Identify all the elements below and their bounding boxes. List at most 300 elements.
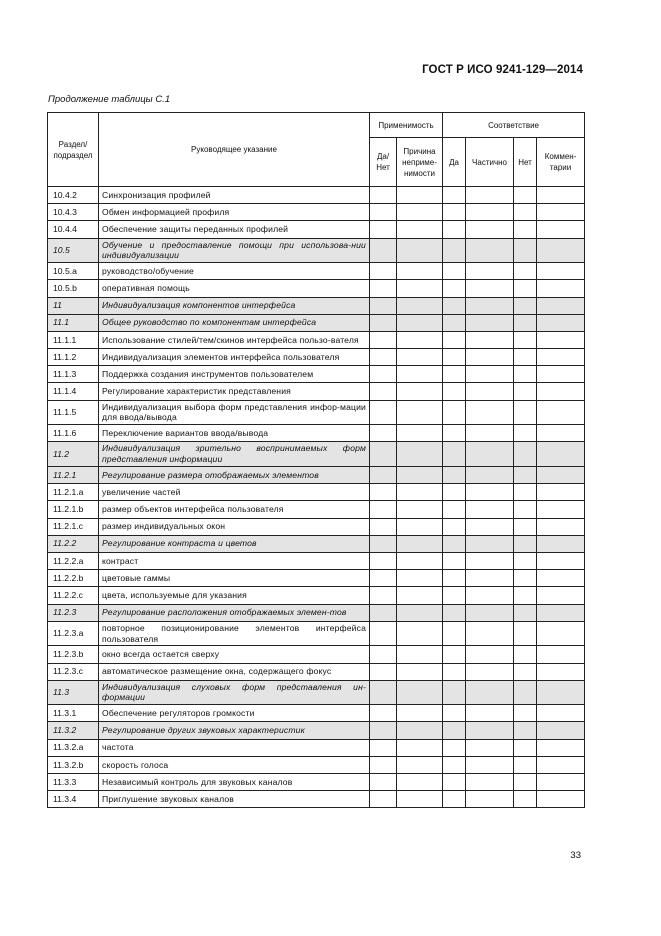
table-row [48, 187, 585, 204]
row-guidance: Обеспечение регуляторов громкости [99, 705, 370, 722]
cell-reason[interactable] [397, 297, 443, 314]
cell-comments[interactable] [537, 680, 585, 705]
cell-no[interactable] [514, 535, 537, 552]
cell-reason[interactable] [397, 604, 443, 621]
cell-comments[interactable] [537, 604, 585, 621]
cell-yes[interactable] [443, 570, 466, 587]
row-code: 11.2.3 [48, 604, 99, 621]
cell-yes-no[interactable] [370, 349, 397, 366]
cell-comments[interactable] [537, 705, 585, 722]
cell-yes-no[interactable] [370, 518, 397, 535]
header-applicability: Применимость [370, 113, 443, 138]
row-code: 11.3.3 [48, 774, 99, 791]
cell-reason[interactable] [397, 349, 443, 366]
cell-reason[interactable] [397, 442, 443, 467]
row-code: 11.3.1 [48, 705, 99, 722]
cell-comments[interactable] [537, 314, 585, 331]
header-guidance: Руководящее указание [99, 113, 370, 187]
cell-yes-no[interactable] [370, 680, 397, 705]
cell-reason[interactable] [397, 400, 443, 425]
header-reason: Причина неприме-нимости [397, 138, 443, 187]
row-code: 10.5.b [48, 280, 99, 297]
row-code: 10.4.3 [48, 204, 99, 221]
header-conformance: Соответствие [443, 113, 585, 138]
cell-no[interactable] [514, 425, 537, 442]
cell-no[interactable] [514, 518, 537, 535]
cell-partial[interactable] [466, 425, 514, 442]
cell-yes-no[interactable] [370, 646, 397, 663]
row-code: 10.5 [48, 238, 99, 263]
cell-no[interactable] [514, 187, 537, 204]
cell-yes[interactable] [443, 400, 466, 425]
cell-reason[interactable] [397, 774, 443, 791]
cell-no[interactable] [514, 791, 537, 808]
cell-yes-no[interactable] [370, 280, 397, 297]
table-row [48, 756, 585, 773]
cell-yes-no[interactable] [370, 366, 397, 383]
row-code: 11.1.3 [48, 366, 99, 383]
row-guidance: автоматическое размещение окна, содержащего фокус [99, 663, 370, 680]
cell-yes[interactable] [443, 204, 466, 221]
cell-partial[interactable] [466, 238, 514, 263]
row-code: 11.1.5 [48, 400, 99, 425]
section-row [48, 680, 585, 705]
cell-yes[interactable] [443, 705, 466, 722]
cell-yes-no[interactable] [370, 383, 397, 400]
cell-partial[interactable] [466, 791, 514, 808]
cell-yes[interactable] [443, 366, 466, 383]
cell-yes-no[interactable] [370, 484, 397, 501]
row-guidance: контраст [99, 552, 370, 569]
row-guidance: окно всегда остается сверху [99, 646, 370, 663]
row-guidance: Поддержка создания инструментов пользователем [99, 366, 370, 383]
cell-yes-no[interactable] [370, 535, 397, 552]
table-row [48, 774, 585, 791]
row-guidance: Регулирование других звуковых характеристик [99, 722, 370, 739]
cell-partial[interactable] [466, 400, 514, 425]
cell-partial[interactable] [466, 280, 514, 297]
row-guidance: Обучение и предоставление помощи при использова-нии индивидуализации [99, 238, 370, 263]
cell-yes[interactable] [443, 187, 466, 204]
cell-reason[interactable] [397, 467, 443, 484]
cell-yes[interactable] [443, 518, 466, 535]
table-row [48, 425, 585, 442]
cell-partial[interactable] [466, 221, 514, 238]
cell-yes[interactable] [443, 663, 466, 680]
cell-yes-no[interactable] [370, 739, 397, 756]
row-code: 11 [48, 297, 99, 314]
cell-comments[interactable] [537, 722, 585, 739]
cell-comments[interactable] [537, 331, 585, 348]
cell-reason[interactable] [397, 722, 443, 739]
cell-partial[interactable] [466, 774, 514, 791]
row-guidance: руководство/обучение [99, 263, 370, 280]
cell-yes-no[interactable] [370, 187, 397, 204]
page-number: 33 [570, 850, 581, 861]
cell-comments[interactable] [537, 484, 585, 501]
row-code: 10.5.a [48, 263, 99, 280]
header-no: Нет [514, 138, 537, 187]
cell-yes-no[interactable] [370, 204, 397, 221]
table-row [48, 349, 585, 366]
cell-yes-no[interactable] [370, 501, 397, 518]
row-code: 11.2.3.a [48, 621, 99, 646]
cell-no[interactable] [514, 604, 537, 621]
cell-no[interactable] [514, 263, 537, 280]
row-code: 11.3.4 [48, 791, 99, 808]
cell-yes[interactable] [443, 238, 466, 263]
section-row [48, 722, 585, 739]
cell-no[interactable] [514, 705, 537, 722]
cell-no[interactable] [514, 383, 537, 400]
cell-reason[interactable] [397, 425, 443, 442]
cell-reason[interactable] [397, 680, 443, 705]
row-code: 11.1.1 [48, 331, 99, 348]
cell-yes-no[interactable] [370, 297, 397, 314]
cell-yes[interactable] [443, 756, 466, 773]
cell-yes[interactable] [443, 774, 466, 791]
cell-yes[interactable] [443, 263, 466, 280]
table-caption: Продолжение таблицы С.1 [48, 94, 171, 105]
table-row [48, 383, 585, 400]
cell-reason[interactable] [397, 501, 443, 518]
header-partial: Частично [466, 138, 514, 187]
cell-comments[interactable] [537, 791, 585, 808]
cell-yes[interactable] [443, 604, 466, 621]
cell-reason[interactable] [397, 621, 443, 646]
table-row [48, 646, 585, 663]
table-row [48, 587, 585, 604]
cell-yes[interactable] [443, 425, 466, 442]
row-code: 11.3.2.b [48, 756, 99, 773]
row-guidance: цвета, используемые для указания [99, 587, 370, 604]
row-code: 11.1.2 [48, 349, 99, 366]
row-code: 11.2.3.c [48, 663, 99, 680]
row-code: 10.4.2 [48, 187, 99, 204]
cell-partial[interactable] [466, 187, 514, 204]
cell-partial[interactable] [466, 263, 514, 280]
cell-partial[interactable] [466, 297, 514, 314]
cell-yes-no[interactable] [370, 604, 397, 621]
cell-partial[interactable] [466, 501, 514, 518]
section-row [48, 467, 585, 484]
row-guidance: Индивидуализация зрительно воспринимаемых форм представления информации [99, 442, 370, 467]
cell-yes-no[interactable] [370, 621, 397, 646]
cell-comments[interactable] [537, 552, 585, 569]
cell-no[interactable] [514, 722, 537, 739]
cell-yes-no[interactable] [370, 238, 397, 263]
cell-no[interactable] [514, 739, 537, 756]
header-comments: Коммен-тарии [537, 138, 585, 187]
checklist-table [47, 112, 585, 808]
cell-reason[interactable] [397, 663, 443, 680]
cell-reason[interactable] [397, 366, 443, 383]
row-guidance: оперативная помощь [99, 280, 370, 297]
cell-comments[interactable] [537, 467, 585, 484]
cell-partial[interactable] [466, 570, 514, 587]
row-guidance: Индивидуализация выбора форм представления инфор-мации для ввода/вывода [99, 400, 370, 425]
cell-reason[interactable] [397, 204, 443, 221]
cell-comments[interactable] [537, 297, 585, 314]
row-code: 11.2 [48, 442, 99, 467]
cell-yes-no[interactable] [370, 400, 397, 425]
cell-yes[interactable] [443, 552, 466, 569]
cell-partial[interactable] [466, 535, 514, 552]
cell-yes[interactable] [443, 442, 466, 467]
section-row [48, 238, 585, 263]
cell-no[interactable] [514, 552, 537, 569]
cell-no[interactable] [514, 238, 537, 263]
cell-comments[interactable] [537, 383, 585, 400]
cell-no[interactable] [514, 467, 537, 484]
cell-reason[interactable] [397, 552, 443, 569]
cell-no[interactable] [514, 400, 537, 425]
row-code: 11.2.1 [48, 467, 99, 484]
row-guidance: скорость голоса [99, 756, 370, 773]
cell-comments[interactable] [537, 646, 585, 663]
cell-comments[interactable] [537, 535, 585, 552]
table-row [48, 484, 585, 501]
cell-yes-no[interactable] [370, 705, 397, 722]
cell-yes[interactable] [443, 587, 466, 604]
cell-reason[interactable] [397, 314, 443, 331]
cell-yes-no[interactable] [370, 467, 397, 484]
cell-comments[interactable] [537, 238, 585, 263]
cell-reason[interactable] [397, 756, 443, 773]
cell-partial[interactable] [466, 621, 514, 646]
header-section: Раздел/ подраздел [48, 113, 99, 187]
cell-yes-no[interactable] [370, 314, 397, 331]
row-code: 11.2.1.a [48, 484, 99, 501]
cell-yes[interactable] [443, 739, 466, 756]
cell-comments[interactable] [537, 587, 585, 604]
cell-comments[interactable] [537, 442, 585, 467]
cell-yes[interactable] [443, 331, 466, 348]
cell-reason[interactable] [397, 535, 443, 552]
cell-partial[interactable] [466, 680, 514, 705]
section-row [48, 442, 585, 467]
table-row [48, 621, 585, 646]
row-guidance: Регулирование характеристик представления [99, 383, 370, 400]
cell-comments[interactable] [537, 187, 585, 204]
cell-no[interactable] [514, 221, 537, 238]
row-guidance: размер индивидуальных окон [99, 518, 370, 535]
row-code: 11.2.2.b [48, 570, 99, 587]
cell-reason[interactable] [397, 791, 443, 808]
table-row [48, 221, 585, 238]
cell-yes[interactable] [443, 383, 466, 400]
row-code: 11.2.3.b [48, 646, 99, 663]
cell-partial[interactable] [466, 756, 514, 773]
cell-comments[interactable] [537, 263, 585, 280]
cell-no[interactable] [514, 331, 537, 348]
cell-partial[interactable] [466, 204, 514, 221]
cell-yes-no[interactable] [370, 756, 397, 773]
cell-partial[interactable] [466, 331, 514, 348]
cell-partial[interactable] [466, 663, 514, 680]
table-row [48, 204, 585, 221]
header-yes: Да [443, 138, 466, 187]
cell-yes-no[interactable] [370, 570, 397, 587]
cell-reason[interactable] [397, 587, 443, 604]
cell-partial[interactable] [466, 366, 514, 383]
cell-reason[interactable] [397, 263, 443, 280]
cell-comments[interactable] [537, 663, 585, 680]
cell-reason[interactable] [397, 280, 443, 297]
cell-no[interactable] [514, 587, 537, 604]
cell-no[interactable] [514, 621, 537, 646]
cell-partial[interactable] [466, 739, 514, 756]
row-guidance: Индивидуализация компонентов интерфейса [99, 297, 370, 314]
table-row [48, 400, 585, 425]
table-body [48, 187, 585, 808]
cell-comments[interactable] [537, 400, 585, 425]
cell-partial[interactable] [466, 552, 514, 569]
cell-comments[interactable] [537, 756, 585, 773]
cell-no[interactable] [514, 314, 537, 331]
cell-partial[interactable] [466, 442, 514, 467]
cell-yes-no[interactable] [370, 425, 397, 442]
table-row [48, 331, 585, 348]
row-code: 11.2.2.a [48, 552, 99, 569]
cell-no[interactable] [514, 774, 537, 791]
cell-yes[interactable] [443, 467, 466, 484]
table-row [48, 263, 585, 280]
cell-partial[interactable] [466, 604, 514, 621]
cell-comments[interactable] [537, 570, 585, 587]
cell-no[interactable] [514, 756, 537, 773]
row-code: 11.3 [48, 680, 99, 705]
cell-yes-no[interactable] [370, 663, 397, 680]
cell-comments[interactable] [537, 501, 585, 518]
cell-comments[interactable] [537, 204, 585, 221]
table-row [48, 501, 585, 518]
cell-reason[interactable] [397, 739, 443, 756]
cell-yes[interactable] [443, 484, 466, 501]
cell-yes-no[interactable] [370, 331, 397, 348]
cell-comments[interactable] [537, 280, 585, 297]
cell-comments[interactable] [537, 518, 585, 535]
cell-yes-no[interactable] [370, 791, 397, 808]
cell-no[interactable] [514, 663, 537, 680]
cell-yes-no[interactable] [370, 263, 397, 280]
cell-partial[interactable] [466, 722, 514, 739]
cell-comments[interactable] [537, 739, 585, 756]
table-row [48, 366, 585, 383]
cell-comments[interactable] [537, 349, 585, 366]
cell-yes[interactable] [443, 646, 466, 663]
cell-reason[interactable] [397, 646, 443, 663]
cell-yes-no[interactable] [370, 552, 397, 569]
row-guidance: Независимый контроль для звуковых каналов [99, 774, 370, 791]
cell-yes[interactable] [443, 314, 466, 331]
cell-no[interactable] [514, 570, 537, 587]
cell-no[interactable] [514, 442, 537, 467]
cell-yes[interactable] [443, 280, 466, 297]
cell-partial[interactable] [466, 383, 514, 400]
row-guidance: Обеспечение защиты переданных профилей [99, 221, 370, 238]
cell-no[interactable] [514, 680, 537, 705]
cell-yes-no[interactable] [370, 442, 397, 467]
cell-yes[interactable] [443, 535, 466, 552]
row-code: 10.4.4 [48, 221, 99, 238]
cell-yes[interactable] [443, 621, 466, 646]
cell-comments[interactable] [537, 774, 585, 791]
cell-partial[interactable] [466, 467, 514, 484]
row-guidance: Приглушение звуковых каналов [99, 791, 370, 808]
cell-yes[interactable] [443, 501, 466, 518]
table-row [48, 705, 585, 722]
cell-partial[interactable] [466, 314, 514, 331]
row-guidance: Индивидуализация слуховых форм представления ин-формации [99, 680, 370, 705]
cell-no[interactable] [514, 204, 537, 221]
cell-reason[interactable] [397, 570, 443, 587]
cell-no[interactable] [514, 366, 537, 383]
row-code: 11.1.4 [48, 383, 99, 400]
cell-yes-no[interactable] [370, 722, 397, 739]
cell-reason[interactable] [397, 331, 443, 348]
row-code: 11.2.1.c [48, 518, 99, 535]
cell-comments[interactable] [537, 621, 585, 646]
table-row [48, 280, 585, 297]
row-guidance: увеличение частей [99, 484, 370, 501]
cell-reason[interactable] [397, 484, 443, 501]
row-guidance: Регулирование размера отображаемых элементов [99, 467, 370, 484]
cell-yes-no[interactable] [370, 774, 397, 791]
cell-no[interactable] [514, 646, 537, 663]
cell-partial[interactable] [466, 705, 514, 722]
cell-yes[interactable] [443, 297, 466, 314]
row-guidance: частота [99, 739, 370, 756]
cell-yes[interactable] [443, 349, 466, 366]
cell-no[interactable] [514, 501, 537, 518]
cell-reason[interactable] [397, 187, 443, 204]
cell-partial[interactable] [466, 587, 514, 604]
cell-comments[interactable] [537, 425, 585, 442]
cell-yes-no[interactable] [370, 587, 397, 604]
cell-yes[interactable] [443, 680, 466, 705]
cell-reason[interactable] [397, 383, 443, 400]
table-row [48, 663, 585, 680]
row-code: 11.2.2.c [48, 587, 99, 604]
row-guidance: Общее руководство по компонентам интерфейса [99, 314, 370, 331]
cell-reason[interactable] [397, 221, 443, 238]
cell-yes[interactable] [443, 722, 466, 739]
cell-yes-no[interactable] [370, 221, 397, 238]
cell-reason[interactable] [397, 705, 443, 722]
cell-reason[interactable] [397, 238, 443, 263]
cell-no[interactable] [514, 297, 537, 314]
row-guidance: Индивидуализация элементов интерфейса пользователя [99, 349, 370, 366]
cell-no[interactable] [514, 484, 537, 501]
cell-yes[interactable] [443, 791, 466, 808]
row-guidance: Синхронизация профилей [99, 187, 370, 204]
cell-no[interactable] [514, 280, 537, 297]
row-code: 11.2.1.b [48, 501, 99, 518]
cell-reason[interactable] [397, 518, 443, 535]
cell-partial[interactable] [466, 518, 514, 535]
cell-no[interactable] [514, 349, 537, 366]
cell-comments[interactable] [537, 366, 585, 383]
row-guidance: Обмен информацией профиля [99, 204, 370, 221]
cell-comments[interactable] [537, 221, 585, 238]
cell-partial[interactable] [466, 646, 514, 663]
cell-partial[interactable] [466, 484, 514, 501]
cell-yes[interactable] [443, 221, 466, 238]
row-guidance: Переключение вариантов ввода/вывода [99, 425, 370, 442]
row-code: 11.3.2 [48, 722, 99, 739]
cell-partial[interactable] [466, 349, 514, 366]
